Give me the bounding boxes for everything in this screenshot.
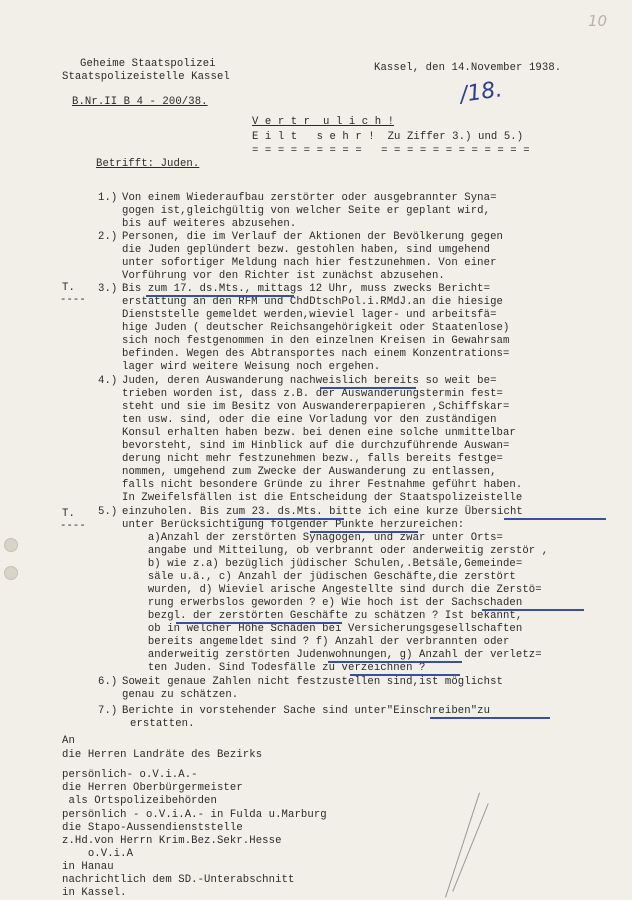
item-line: die Juden geplündert bezw. gestohlen haben, sind umgehend <box>122 244 491 256</box>
margin-dash: ---- <box>60 520 86 532</box>
distribution-line: die Herren Landräte des Bezirks <box>62 749 263 761</box>
item-line: Bis zum 23. ds.Mts. bitte ich eine kurze Übersicht <box>200 506 523 518</box>
handwritten-underline <box>146 295 294 297</box>
item-line: erstattung an den RFM und ChdDtschPol.i.RMdJ.an die hiesige <box>122 296 503 308</box>
margin-dash: ---- <box>60 294 86 306</box>
item-line: Bis zum 17. ds.Mts., mittags 12 Uhr, muss zwecks Bericht= <box>122 283 491 295</box>
item-line: lager wird weitere Weisung noch ergehen. <box>122 361 381 373</box>
item-line: derung nicht mehr festzunehmen bezw., falls bereits festge= <box>122 453 503 465</box>
item-line: bezgl. der zerstörten Geschäfte zu schätzen ? Ist bekannt, <box>122 610 523 622</box>
item-line: ten usw. sind, oder die eine Vorladung vor den zuständigen <box>122 414 497 426</box>
distribution-line: persönlich- o.V.i.A.- <box>62 769 198 781</box>
item-number: 6.) <box>98 676 118 688</box>
item-line: Personen, die im Verlauf der Aktionen der Bevölkerung gegen <box>122 231 503 243</box>
item-line: säle u.ä., c) Anzahl der jüdischen Geschäfte,die zerstört <box>122 571 516 583</box>
margin-mark: T. <box>62 282 75 294</box>
item-line: nommen, umgehend zum Zwecke der Auswanderung zu entlassen, <box>122 466 497 478</box>
item-line: a)Anzahl der zerstörten Synagogen, und zwar unter Orts= <box>122 532 503 544</box>
item-line: sich noch festgenommen in den einzelnen Kreisen in Gewahrsam <box>122 335 510 347</box>
handwritten-underline <box>328 661 462 663</box>
item-line: gogen ist,gleichgültig von welcher Seite er geplant wird, <box>122 205 491 217</box>
equals-rule: = = = = = = = = = = = = = = = = = = = = = <box>252 145 530 157</box>
item-line: ob in welcher Höhe Schäden bei Versicherungsgesellschaften <box>122 623 523 635</box>
item-line: einzuholen. <box>122 506 194 518</box>
margin-mark: T. <box>62 508 75 520</box>
pencil-stroke <box>445 793 480 898</box>
distribution-line: o.V.i.A <box>62 848 134 860</box>
item-line: b) wie z.a) bezüglich jüdischer Schulen,.Betsäle,Gemeinde= <box>122 558 523 570</box>
item-number: 7.) <box>98 705 118 717</box>
item-number: 1.) <box>98 192 118 204</box>
item-line: Juden, deren Auswanderung nachweislich bereits so weit be= <box>122 375 497 387</box>
item-line: unter sofortiger Meldung nach hier festzunehmen. Von einer <box>122 257 497 269</box>
item-line: Von einem Wiederaufbau zerstörter oder ausgebrannter Syna= <box>122 192 497 204</box>
distribution-line: die Stapo-Aussendienststelle <box>62 822 243 834</box>
sender-line-2: Staatspolizeistelle Kassel <box>62 71 230 83</box>
handwritten-underline <box>238 518 344 520</box>
sender-line-1: Geheime Staatspolizei <box>80 58 216 70</box>
item-line: bevorsteht, sind im Hinblick auf die durchzuführende Auswan= <box>122 440 510 452</box>
item-line: Soweit genaue Zahlen nicht festzustellen sind,ist möglichst <box>122 676 503 688</box>
punch-hole <box>4 538 18 552</box>
handwritten-underline <box>482 609 584 611</box>
distribution-line: als Ortspolizeibehörden <box>62 795 217 807</box>
item-number: 3.) <box>98 283 118 295</box>
distribution-line: in Hanau <box>62 861 114 873</box>
confidential-heading: V e r t r u l i c h ! <box>252 116 395 128</box>
item-line: erstatten. <box>130 718 195 730</box>
item-line: unter Berücksichtigung folgender Punkte herzureichen: <box>122 519 465 531</box>
item-number: 4.) <box>98 375 118 387</box>
item-line: befinden. Wegen des Abtransportes nach einem Konzentrations= <box>122 348 510 360</box>
distribution-line: persönlich - o.V.i.A.- in Fulda u.Marburg <box>62 809 327 821</box>
distribution-line: z.Hd.von Herrn Krim.Bez.Sekr.Hesse <box>62 835 282 847</box>
item-line: angabe und Mitteilung, ob verbrannt oder anderweitig zerstör , <box>122 545 549 557</box>
item-line: Dienststelle gemeldet werden,wieviel lager- und arbeitsfä= <box>122 309 497 321</box>
handwritten-underline <box>176 622 342 624</box>
subject-line: Betrifft: Juden. <box>96 158 200 170</box>
reference-number: B.Nr.II B 4 - 200/38. <box>72 96 208 108</box>
item-line: Berichte in vorstehender Sache sind unter"Einschreiben"zu <box>122 705 491 717</box>
page-number: 10 <box>588 12 608 30</box>
item-line: trieben worden ist, dass z.B. der Auswanderungstermin fest= <box>122 388 503 400</box>
distribution-line: An <box>62 735 75 747</box>
distribution-line: die Herren Oberbürgermeister <box>62 782 243 794</box>
item-line: In Zweifelsfällen ist die Entscheidung der Staatspolizeistelle <box>122 492 523 504</box>
item-line: falls nicht besondere Gründe zu ihrer Festnahme geführt haben. <box>122 479 523 491</box>
item-line: wurden, d) Wieviel arische Angestellte sind durch die Zerstö= <box>122 584 542 596</box>
item-line: bis auf weiteres abzusehen. <box>122 218 297 230</box>
item-line: Konsul erhalten haben bezw. bei denen eine solche unmittelbar <box>122 427 516 439</box>
distribution-line: nachrichtlich dem SD.-Unterabschnitt <box>62 874 295 886</box>
item-number: 2.) <box>98 231 118 243</box>
item-line: steht und sie im Besitz von Auswandererpapieren ,Schiffskar= <box>122 401 510 413</box>
item-line: rung erwerbslos geworden ? e) Wie hoch ist der Sachschaden <box>122 597 523 609</box>
handwritten-underline <box>430 717 550 719</box>
item-line: genau zu schätzen. <box>122 689 239 701</box>
item-line: anderweitig zerstörten Judenwohnungen, g) Anzahl der verletz= <box>122 649 542 661</box>
handwritten-underline <box>504 518 606 520</box>
handwritten-underline <box>310 531 418 533</box>
item-line: hige Juden ( deutscher Reichsangehörigkeit oder Staatenlose) <box>122 322 510 334</box>
place-date: Kassel, den 14.November 1938. <box>374 62 562 74</box>
item-line: ten Juden. Sind Todesfälle zu verzeichnen ? <box>122 662 426 674</box>
handwritten-mark: /18. <box>458 77 504 108</box>
punch-hole <box>4 566 18 580</box>
item-number: 5.) <box>98 506 118 518</box>
urgent-line: E i l t s e h r ! Zu Ziffer 3.) und 5.) <box>252 131 524 143</box>
item-line: bereits angemeldet sind ? f) Anzahl der verbrannten oder <box>122 636 510 648</box>
distribution-line: in Kassel. <box>62 887 127 899</box>
item-line: Vorführung vor den Richter ist zunächst abzusehen. <box>122 270 445 282</box>
handwritten-underline <box>320 387 416 389</box>
